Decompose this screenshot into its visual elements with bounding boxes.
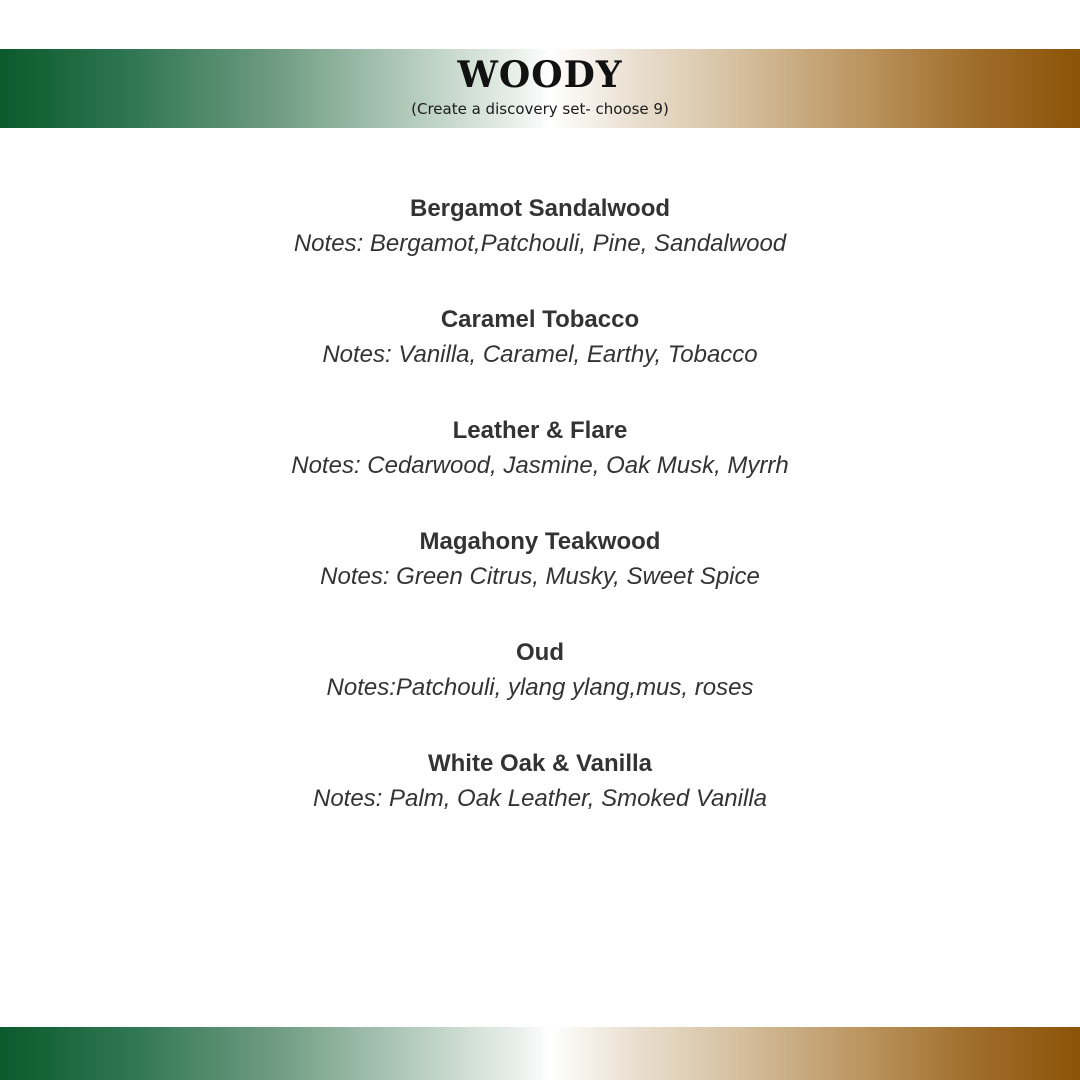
footer-gradient-band (0, 1027, 1080, 1080)
page-title: WOODY (457, 54, 623, 96)
fragrance-notes: Notes: Vanilla, Caramel, Earthy, Tobacco (322, 341, 758, 368)
fragrance-name: Leather & Flare (452, 417, 628, 444)
fragrance-notes: Notes: Bergamot,Patchouli, Pine, Sandalwood (293, 230, 787, 257)
fragrance-notes: Notes: Palm, Oak Leather, Smoked Vanilla (312, 785, 767, 812)
fragrance-name: Bergamot Sandalwood (409, 195, 671, 222)
list-item (0, 745, 1080, 856)
page-subtitle: (Create a discovery set- choose 9) (411, 100, 669, 118)
fragrance-notes: Notes: Cedarwood, Jasmine, Oak Musk, Myrrh (291, 452, 789, 479)
fragrance-list (0, 190, 1080, 856)
list-item (0, 412, 1080, 523)
fragrance-name: Caramel Tobacco (440, 306, 640, 333)
fragrance-name: Oud (516, 639, 564, 666)
list-item (0, 190, 1080, 301)
list-item (0, 634, 1080, 745)
list-item (0, 301, 1080, 412)
fragrance-name: Magahony Teakwood (419, 528, 661, 555)
fragrance-notes: Notes:Patchouli, ylang ylang,mus, roses (326, 674, 754, 701)
list-item (0, 523, 1080, 634)
fragrance-notes: Notes: Green Citrus, Musky, Sweet Spice (320, 563, 760, 590)
fragrance-name: White Oak & Vanilla (427, 750, 653, 777)
